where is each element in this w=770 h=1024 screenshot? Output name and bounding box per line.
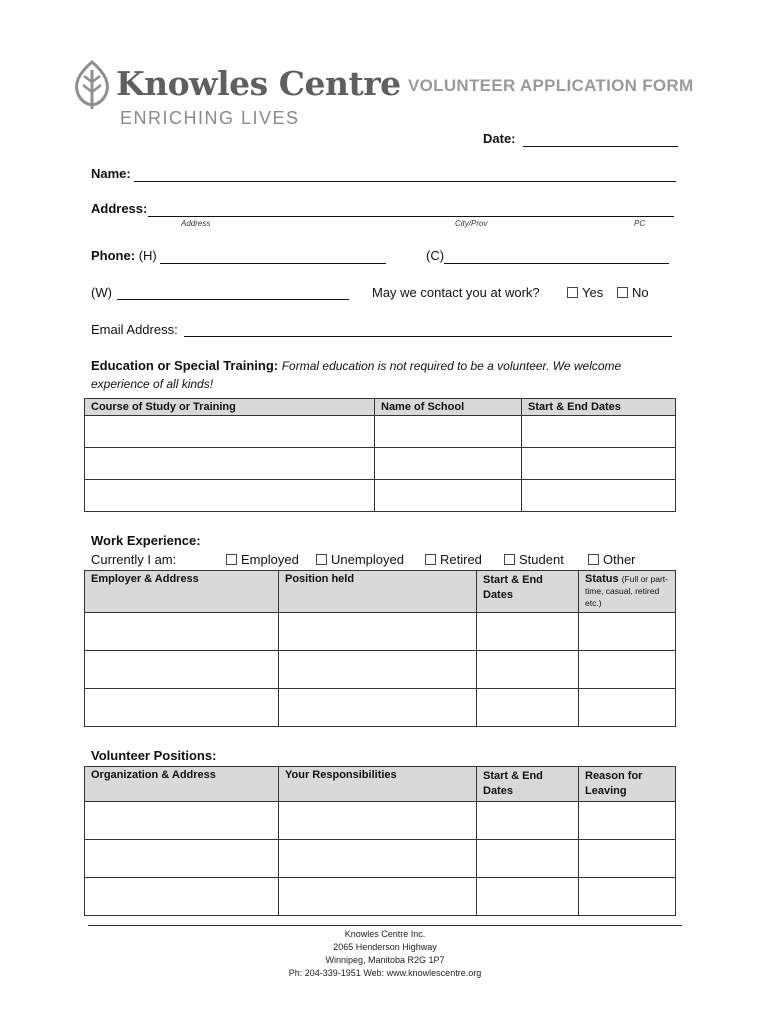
footer-org: Knowles Centre Inc. (344, 929, 426, 939)
employed-checkbox[interactable] (226, 554, 237, 565)
retired-label: Retired (440, 552, 482, 567)
phone-label (91, 248, 157, 263)
volunteer-col-reason: Reason for Leaving (579, 767, 676, 802)
volunteer-col-responsibilities: Your Responsibilities (279, 767, 477, 802)
work-col-status-label: Status (585, 573, 619, 585)
table-row (85, 448, 676, 480)
contact-no-option[interactable] (617, 285, 649, 300)
table-row (85, 613, 676, 651)
table-cell[interactable] (375, 480, 522, 512)
table-cell[interactable] (279, 651, 477, 689)
table-row (85, 480, 676, 512)
table-cell[interactable] (477, 613, 579, 651)
address-sub-city: City/Prov (455, 219, 488, 228)
phone-home-label: (H) (138, 248, 157, 263)
table-cell[interactable] (477, 802, 579, 840)
work-col-status (579, 571, 676, 613)
table-row (85, 416, 676, 448)
contact-question: May we contact you at work? (372, 285, 540, 300)
contact-no-checkbox[interactable] (617, 287, 628, 298)
table-cell[interactable] (279, 840, 477, 878)
phone-home-field[interactable] (160, 263, 386, 264)
table-cell[interactable] (85, 651, 279, 689)
table-cell[interactable] (522, 448, 676, 480)
phone-cell-label: (C) (426, 248, 445, 263)
table-cell[interactable] (279, 689, 477, 727)
date-field[interactable] (523, 146, 678, 147)
footer-street: 2065 Henderson Highway (333, 942, 437, 952)
table-cell[interactable] (85, 448, 375, 480)
education-col-course: Course of Study or Training (85, 399, 375, 416)
table-cell[interactable] (279, 613, 477, 651)
contact-yes-checkbox[interactable] (567, 287, 578, 298)
student-checkbox[interactable] (504, 554, 515, 565)
table-cell[interactable] (375, 416, 522, 448)
phone-work-label: (W) (91, 285, 112, 300)
table-row (85, 651, 676, 689)
table-cell[interactable] (579, 651, 676, 689)
address-sub-pc: PC (634, 219, 646, 228)
table-row (85, 840, 676, 878)
table-cell[interactable] (579, 689, 676, 727)
table-cell[interactable] (85, 613, 279, 651)
table-cell[interactable] (477, 651, 579, 689)
unemployed-label: Unemployed (331, 552, 404, 567)
education-heading-block (91, 357, 691, 393)
leaf-icon (72, 60, 112, 110)
other-checkbox[interactable] (588, 554, 599, 565)
education-col-dates: Start & End Dates (522, 399, 676, 416)
table-row (85, 878, 676, 916)
contact-yes-label: Yes (582, 285, 604, 300)
other-label: Other (603, 552, 636, 567)
table-cell[interactable] (375, 448, 522, 480)
table-cell[interactable] (85, 480, 375, 512)
work-col-dates: Start & End Dates (477, 571, 579, 613)
table-cell[interactable] (579, 840, 676, 878)
table-cell[interactable] (279, 802, 477, 840)
status-option-retired[interactable] (425, 552, 482, 567)
retired-checkbox[interactable] (425, 554, 436, 565)
volunteer-col-dates: Start & End Dates (477, 767, 579, 802)
employed-label: Employed (241, 552, 299, 567)
table-row (85, 689, 676, 727)
education-table (84, 398, 676, 512)
education-note-line1: Formal education is not required to be a volunteer. We welcome (281, 359, 622, 373)
status-option-employed[interactable] (226, 552, 299, 567)
table-cell[interactable] (85, 802, 279, 840)
table-cell[interactable] (522, 416, 676, 448)
phone-label-text: Phone: (91, 248, 136, 263)
table-row (85, 802, 676, 840)
status-option-student[interactable] (504, 552, 564, 567)
logo-tagline: ENRICHING LIVES (120, 108, 300, 128)
table-cell[interactable] (85, 840, 279, 878)
education-col-school: Name of School (375, 399, 522, 416)
contact-no-label: No (632, 285, 649, 300)
table-cell[interactable] (579, 878, 676, 916)
work-col-position: Position held (279, 571, 477, 613)
name-field[interactable] (134, 181, 676, 182)
table-cell[interactable] (85, 878, 279, 916)
table-cell[interactable] (85, 689, 279, 727)
phone-cell-field[interactable] (444, 263, 669, 264)
footer-contact: Ph: 204-339-1951 Web: www.knowlescentre.org (288, 968, 482, 978)
volunteer-heading: Volunteer Positions: (91, 748, 217, 763)
contact-yes-option[interactable] (567, 285, 603, 300)
table-cell[interactable] (522, 480, 676, 512)
status-option-unemployed[interactable] (316, 552, 404, 567)
volunteer-table (84, 766, 676, 916)
education-note-line2: experience of all kinds! (91, 377, 214, 391)
table-cell[interactable] (579, 613, 676, 651)
address-label: Address: (91, 201, 148, 216)
name-label: Name: (91, 166, 131, 181)
table-cell[interactable] (477, 878, 579, 916)
table-cell[interactable] (477, 840, 579, 878)
phone-work-field[interactable] (117, 299, 349, 300)
work-heading: Work Experience: (91, 533, 201, 548)
work-col-employer: Employer & Address (85, 571, 279, 613)
student-label: Student (519, 552, 564, 567)
table-cell[interactable] (477, 689, 579, 727)
work-col-status-note: (Full or part-time, casual, retired etc.) (585, 574, 668, 608)
footer-divider (88, 925, 682, 926)
education-heading: Education or Special Training: (91, 358, 279, 373)
currently-label: Currently I am: (91, 552, 177, 567)
email-field[interactable] (184, 336, 672, 337)
table-cell[interactable] (279, 878, 477, 916)
date-label: Date: (483, 131, 516, 146)
form-title: VOLUNTEER APPLICATION FORM (408, 76, 694, 95)
work-table (84, 570, 676, 727)
table-cell[interactable] (85, 416, 375, 448)
unemployed-checkbox[interactable] (316, 554, 327, 565)
footer-city: Winnipeg, Manitoba R2G 1P7 (325, 955, 445, 965)
status-option-other[interactable] (588, 552, 636, 567)
volunteer-col-organization: Organization & Address (85, 767, 279, 802)
address-field[interactable] (148, 216, 674, 217)
email-label: Email Address: (91, 322, 178, 337)
address-sub-address: Address (181, 219, 211, 228)
table-cell[interactable] (579, 802, 676, 840)
logo-name: Knowles Centre (116, 64, 401, 103)
